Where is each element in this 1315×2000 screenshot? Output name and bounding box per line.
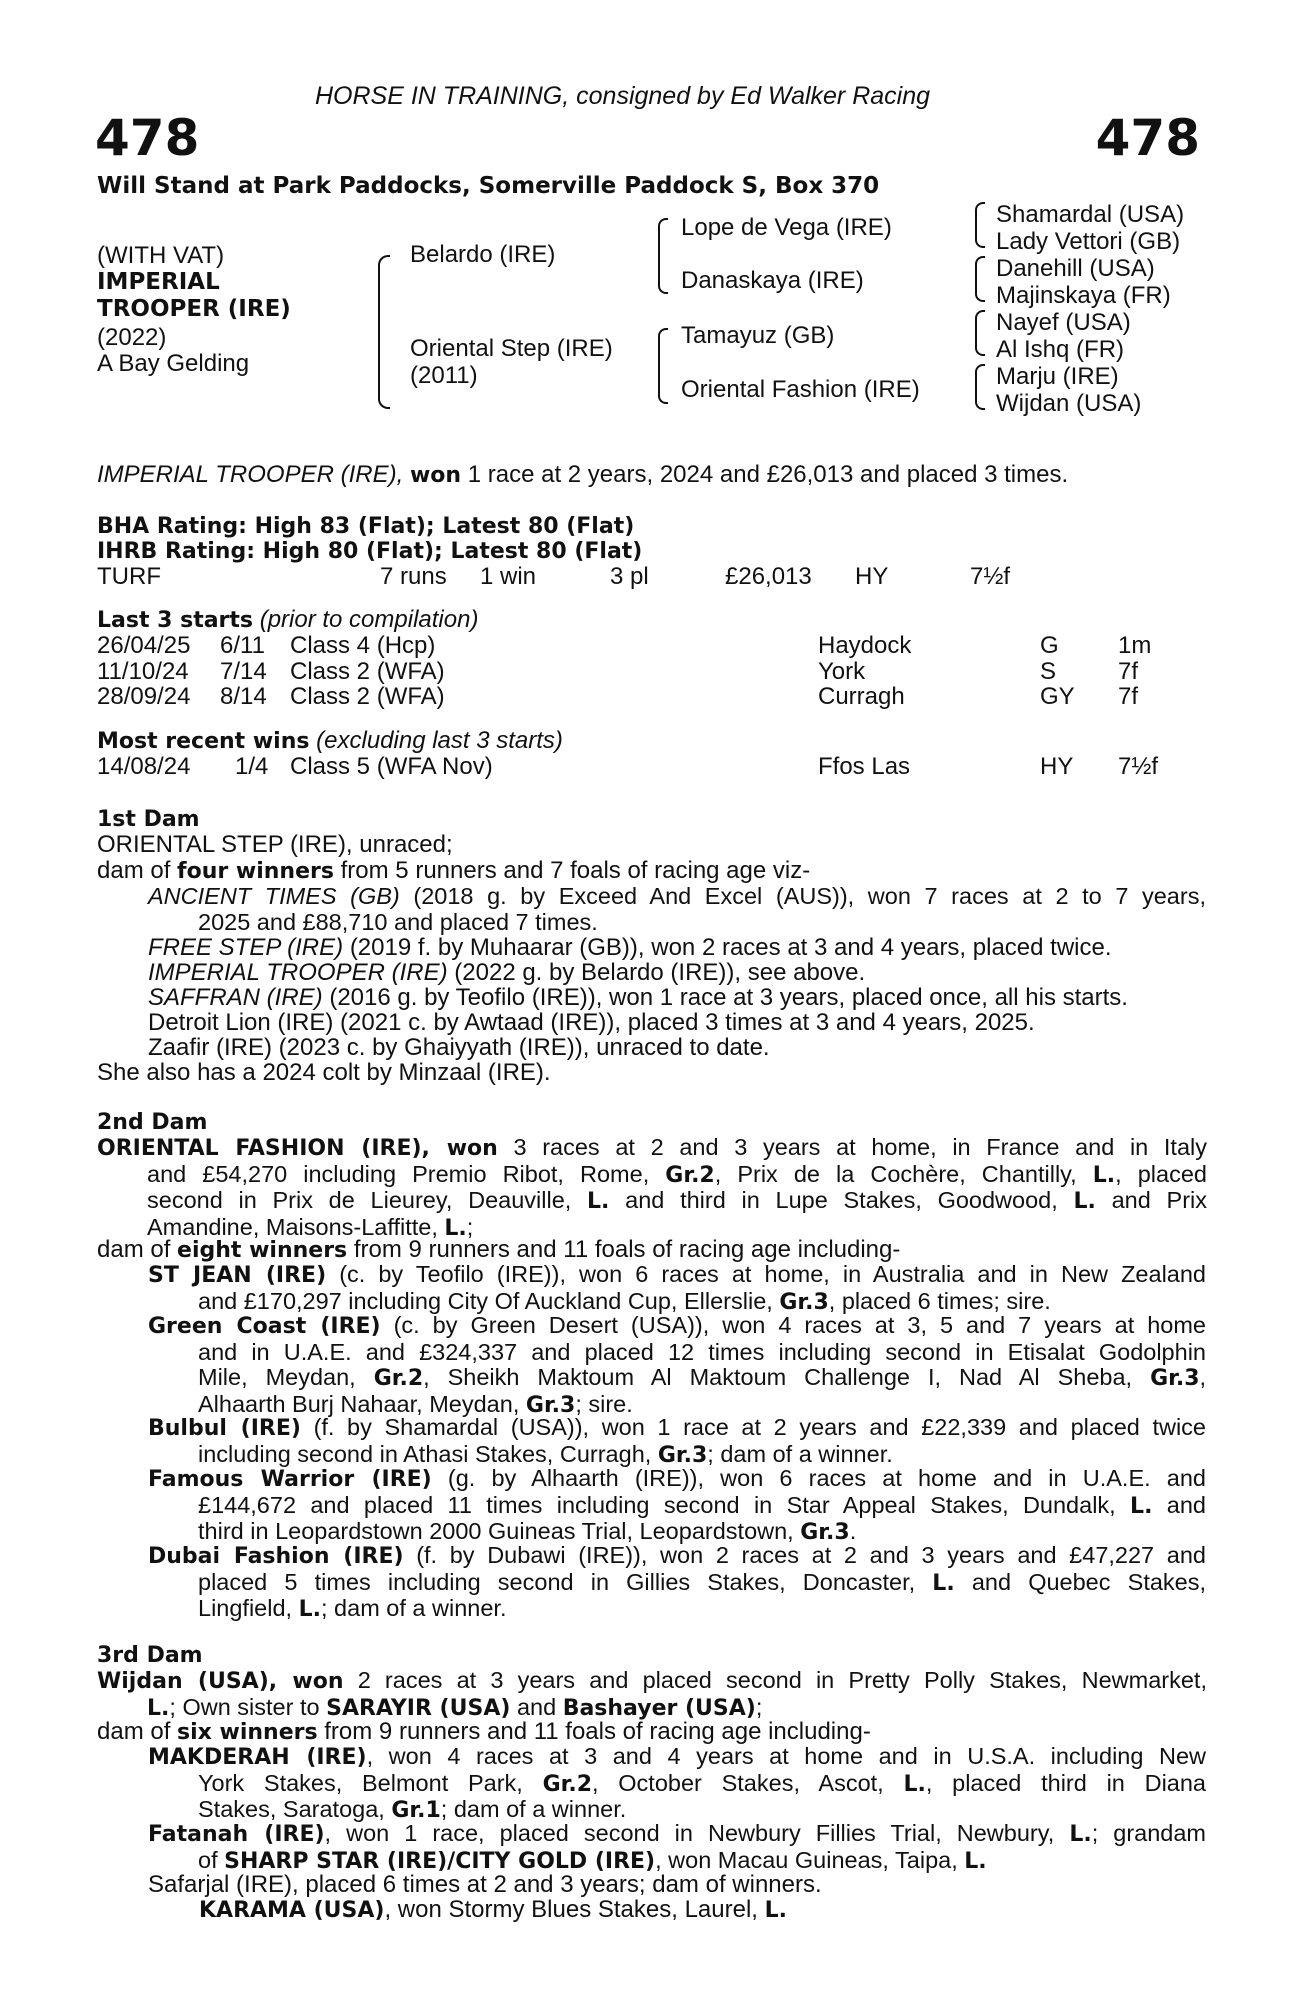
turf-earnings: £26,013	[725, 563, 812, 590]
cell-going: GY	[1040, 683, 1075, 710]
sire-sire-sire: Shamardal (USA)	[996, 201, 1185, 228]
dam3-name: Wijdan (USA), won	[97, 1669, 344, 1694]
progeny-text: , Sheikh Maktoum Al Maktoum Challenge I, Nad Al Sheba,	[423, 1364, 1133, 1390]
progeny-name: MAKDERAH (IRE)	[148, 1745, 367, 1770]
dam3-heading: 3rd Dam	[97, 1643, 203, 1668]
progeny-text: , won 4 races at 3 and 4 years at home and in U.S.A. including New	[366, 1743, 1206, 1769]
dam1-progeny-zaafir: Zaafir (IRE) (2023 c. by Ghaiyyath (IRE)), unraced to date.	[148, 1034, 770, 1061]
lot-number-right: 478	[1095, 109, 1200, 167]
dam-dam: Oriental Fashion (IRE)	[681, 376, 920, 403]
grade-label: Gr.3	[1150, 1366, 1200, 1391]
cell-position: 7/14	[220, 658, 267, 685]
turf-surface: TURF	[97, 563, 161, 590]
dam3-text: ; Own sister to	[169, 1693, 320, 1720]
dam2-text: Amandine, Maisons-Laffitte,	[147, 1213, 438, 1240]
dam2-progeny-green-coast	[148, 1313, 1206, 1418]
turf-runs: 7 runs	[380, 563, 447, 590]
horse-name-line1: IMPERIAL	[97, 269, 220, 295]
listed-label: L.	[444, 1215, 467, 1241]
dam2-text: and £54,270 including Premio Ribot, Rome,	[147, 1160, 650, 1187]
dam2-record	[97, 1135, 1207, 1241]
dam-of-suffix: from 9 runners and 11 foals of racing age including-	[353, 1236, 901, 1263]
progeny-text: placed 5 times including second in Gillies Stakes, Doncaster,	[198, 1568, 916, 1595]
sire-dam-dam: Majinskaya (FR)	[996, 282, 1171, 309]
dam1-also: She also has a 2024 colt by Minzaal (IRE).	[97, 1059, 551, 1086]
cell-going: G	[1040, 632, 1059, 659]
recent-wins-title: Most recent wins	[97, 729, 310, 754]
progeny-name: ANCIENT TIMES (GB)	[148, 883, 400, 909]
progeny-text: ; dam of a winner.	[440, 1796, 627, 1822]
lot-number-left: 478	[95, 109, 200, 167]
dam2-name: ORIENTAL FASHION (IRE), won	[97, 1136, 498, 1161]
last3-heading	[97, 607, 478, 634]
dam-of-count: eight winners	[177, 1238, 348, 1263]
cell-position: 1/4	[235, 753, 269, 780]
dam3-text: ;	[755, 1693, 763, 1720]
progeny-text: , won Stormy Blues Stakes, Laurel,	[384, 1896, 758, 1923]
pedigree-brace-ds	[975, 310, 985, 356]
dam1-progeny-free-step	[148, 935, 1112, 961]
dam3-text: 2 races at 3 years and placed second in Pretty Polly Stakes, Newmarket,	[357, 1667, 1207, 1693]
grade-label: Gr.3	[525, 1392, 576, 1418]
listed-label: L.	[587, 1189, 610, 1214]
dam3-progeny-karama	[199, 1897, 787, 1924]
dam-of-suffix: from 9 runners and 11 foals of racing age including-	[324, 1718, 871, 1745]
summary-horse-name: IMPERIAL TROOPER (IRE),	[97, 461, 404, 488]
dam1-progeny-saffran	[148, 985, 1128, 1011]
dam-of-count: six winners	[177, 1720, 318, 1745]
dam-sire-sire: Nayef (USA)	[996, 309, 1131, 336]
grade-label: Gr.3	[657, 1442, 708, 1468]
last3-note: (prior to compilation)	[259, 606, 479, 633]
cell-date: 26/04/25	[97, 632, 191, 659]
cell-distance: 7f	[1118, 683, 1139, 710]
dam-sire: Tamayuz (GB)	[681, 322, 835, 349]
progeny-name: FREE STEP (IRE)	[148, 934, 344, 961]
dam3-dam-of	[97, 1719, 871, 1746]
dam2-progeny-dubai-fashion	[148, 1543, 1206, 1623]
listed-label: L.	[1130, 1493, 1153, 1519]
cell-course: Ffos Las	[818, 753, 911, 780]
sire: Belardo (IRE)	[410, 241, 556, 268]
cell-distance: 7f	[1118, 658, 1139, 685]
cell-position: 6/11	[220, 632, 265, 659]
dam-year: (2011)	[410, 362, 478, 389]
recent-wins-heading	[97, 728, 563, 755]
listed-label: L.	[1069, 1822, 1092, 1847]
dam-of-suffix: from 5 runners and 7 foals of racing age viz-	[340, 857, 811, 884]
recent-wins-note: (excluding last 3 starts)	[316, 727, 563, 754]
progeny-text: and	[1166, 1491, 1206, 1518]
sire-sire-dam: Lady Vettori (GB)	[996, 228, 1181, 255]
cell-race: Class 4 (Hcp)	[290, 632, 436, 659]
progeny-text: Stakes, Saratoga,	[198, 1796, 385, 1822]
progeny-text: (g. by Alhaarth (IRE)), won 6 races at home and in U.A.E. and	[447, 1465, 1207, 1491]
listed-label: L.	[932, 1570, 955, 1596]
progeny-text-cont: 2025 and £88,710 and placed 7 times.	[198, 908, 598, 935]
progeny-name: SAFFRAN (IRE)	[148, 984, 323, 1011]
summary-won: won	[409, 463, 462, 488]
dam2-text: ;	[466, 1213, 474, 1240]
race-summary	[97, 462, 1068, 489]
progeny-text: .	[849, 1518, 857, 1544]
progeny-text: ,	[1199, 1364, 1207, 1390]
vat-note: (WITH VAT)	[97, 242, 225, 269]
turf-placed: 3 pl	[610, 563, 649, 590]
progeny-text: ; dam of a winner.	[321, 1595, 507, 1621]
cell-race: Class 2 (WFA)	[290, 683, 445, 710]
ihrb-rating: IHRB Rating: High 80 (Flat); Latest 80 (Flat)	[97, 539, 643, 564]
dam3-text: and	[516, 1693, 557, 1720]
progeny-text: Mile, Meydan,	[198, 1364, 356, 1390]
horse-year: (2022)	[97, 324, 167, 351]
dam2-progeny-famous-warrior	[148, 1466, 1206, 1546]
cell-going: HY	[1040, 753, 1074, 780]
pedigree-brace-dd	[975, 364, 985, 410]
turf-wins: 1 win	[480, 563, 537, 590]
progeny-name: Dubai Fashion (IRE)	[148, 1544, 404, 1569]
listed-label: L.	[764, 1898, 788, 1923]
last3-title: Last 3 starts	[97, 608, 254, 633]
dam-of-count: four winners	[177, 859, 334, 884]
progeny-text: and in U.A.E. and £324,337 and placed 12 times including second in Etisalat Godolphin	[198, 1338, 1206, 1365]
progeny-text: , won Macau Guineas, Taipa,	[655, 1846, 958, 1873]
progeny-text: York Stakes, Belmont Park,	[198, 1769, 523, 1796]
dam1-progeny-imperial-trooper	[148, 960, 865, 986]
dam-of-prefix: dam of	[97, 1718, 171, 1745]
progeny-text: (2022 g. by Belardo (IRE)), see above.	[454, 959, 866, 986]
progeny-text: and Quebec Stakes,	[971, 1568, 1207, 1595]
listed-label: L.	[964, 1848, 987, 1874]
dam1-progeny-detroit-lion: Detroit Lion (IRE) (2021 c. by Awtaad (IRE)), placed 3 times at 3 and 4 years, 2025.	[148, 1009, 1035, 1036]
progeny-text: Alhaarth Burj Nahaar, Meydan,	[198, 1390, 520, 1417]
grade-label: Gr.2	[542, 1771, 592, 1797]
progeny-text: , placed third in Diana	[925, 1769, 1206, 1796]
pedigree-brace-gen1	[378, 255, 390, 409]
progeny-text: including second in Athasi Stakes, Curragh,	[198, 1440, 652, 1467]
pedigree-brace-dam	[658, 328, 668, 404]
consigned-line: HORSE IN TRAINING, consigned by Ed Walker Racing	[315, 82, 931, 110]
progeny-text: ; dam of a winner.	[707, 1440, 893, 1467]
dam3-progeny-fatanah	[148, 1821, 1206, 1874]
dam3-record	[97, 1668, 1207, 1721]
pedigree-brace-sd	[975, 256, 985, 302]
progeny-name: Bulbul (IRE)	[148, 1416, 301, 1441]
progeny-text: , won 1 race, placed second in Newbury Fillies Trial, Newbury,	[324, 1820, 1055, 1846]
progeny-text: (c. by Green Desert (USA)), won 4 races at 3, 5 and 7 years at home	[393, 1312, 1206, 1338]
horse-description: A Bay Gelding	[97, 350, 250, 377]
progeny-text: Lingfield,	[198, 1595, 293, 1621]
dam2-text: second in Prix de Lieurey, Deauville,	[147, 1187, 572, 1213]
dam1-line1: ORIENTAL STEP (IRE), unraced;	[97, 831, 453, 858]
cell-going: S	[1040, 658, 1057, 685]
pedigree-brace-ss	[975, 202, 985, 248]
dam1-progeny-ancient-times	[148, 884, 1206, 935]
progeny-name: Green Coast (IRE)	[148, 1314, 381, 1339]
dam2-progeny-bulbul	[148, 1415, 1206, 1468]
progeny-name: KARAMA (USA)	[199, 1898, 385, 1923]
progeny-name: Famous Warrior (IRE)	[148, 1467, 432, 1492]
progeny-text: (2019 f. by Muhaarar (GB)), won 2 races at 3 and 4 years, placed twice.	[349, 934, 1112, 961]
dam2-text: , Prix de la Cochère, Chantilly,	[714, 1160, 1077, 1187]
dam-of-prefix: dam of	[97, 857, 171, 884]
dam2-text: , placed	[1115, 1160, 1207, 1187]
dam2-dam-of	[97, 1237, 900, 1264]
cell-date: 11/10/24	[97, 658, 189, 685]
cell-race: Class 2 (WFA)	[290, 658, 445, 685]
progeny-text: (c. by Teofilo (IRE)), won 6 races at home, in Australia and in New Zealand	[339, 1261, 1206, 1287]
dam-dam-dam: Wijdan (USA)	[996, 390, 1142, 417]
cell-course: York	[818, 658, 866, 685]
dam3-progeny-makderah	[148, 1744, 1206, 1824]
grand-progeny-name: SHARP STAR (IRE)/CITY GOLD (IRE)	[224, 1848, 656, 1874]
cell-position: 8/14	[220, 683, 267, 710]
grade-label: Gr.2	[665, 1162, 715, 1188]
listed-label: L.	[1073, 1189, 1096, 1214]
stand-location: Will Stand at Park Paddocks, Somerville Paddock S, Box 370	[97, 173, 880, 199]
listed-label: L.	[147, 1695, 170, 1721]
listed-label: L.	[298, 1597, 321, 1622]
progeny-text: ; grandam	[1091, 1820, 1207, 1846]
turf-distance: 7½f	[970, 563, 1011, 590]
dam-of-prefix: dam of	[97, 1236, 171, 1263]
dam2-text: and Prix	[1111, 1187, 1208, 1213]
turf-going: HY	[855, 563, 889, 590]
progeny-text: (2018 g. by Exceed And Excel (AUS)), won 7 races at 2 to 7 years,	[413, 883, 1206, 909]
progeny-text: and £170,297 including City Of Auckland Cup, Ellerslie,	[198, 1287, 773, 1314]
dam2-text: 3 races at 2 and 3 years at home, in France and in Italy	[513, 1134, 1208, 1160]
cell-date: 14/08/24	[97, 753, 191, 780]
progeny-text: £144,672 and placed 11 times including second in Star Appeal Stakes, Dundalk,	[198, 1491, 1116, 1518]
dam2-progeny-st-jean	[148, 1262, 1206, 1315]
progeny-text: , October Stakes, Ascot,	[592, 1769, 884, 1796]
dam2-heading: 2nd Dam	[97, 1110, 208, 1135]
listed-label: L.	[903, 1771, 926, 1797]
sister-name: SARAYIR (USA)	[326, 1695, 511, 1721]
progeny-name: ST JEAN (IRE)	[148, 1263, 327, 1288]
cell-race: Class 5 (WFA Nov)	[290, 753, 493, 780]
pedigree-brace-sire	[658, 218, 668, 294]
dam1-dam-of	[97, 858, 810, 885]
dam3-progeny-safarjal: Safarjal (IRE), placed 6 times at 2 and 3 years; dam of winners.	[148, 1871, 822, 1898]
cell-course: Haydock	[818, 632, 912, 659]
dam1-heading: 1st Dam	[97, 807, 200, 832]
progeny-text: of	[198, 1846, 218, 1873]
progeny-text: third in Leopardstown 2000 Guineas Trial, Leopardstown,	[198, 1518, 794, 1544]
cell-distance: 1m	[1118, 632, 1152, 659]
cell-course: Curragh	[818, 683, 905, 710]
cell-date: 28/09/24	[97, 683, 191, 710]
grade-label: Gr.3	[800, 1520, 850, 1545]
dam2-text: and third in Lupe Stakes, Goodwood,	[625, 1187, 1058, 1213]
dam-sire-dam: Al Ishq (FR)	[996, 336, 1125, 363]
progeny-text: , placed 6 times; sire.	[828, 1287, 1051, 1314]
sire-sire: Lope de Vega (IRE)	[681, 214, 892, 241]
grade-label: Gr.1	[391, 1798, 441, 1823]
sister-name: Bashayer (USA)	[562, 1695, 756, 1721]
progeny-text: ; sire.	[575, 1390, 633, 1417]
listed-label: L.	[1092, 1162, 1116, 1188]
progeny-name: IMPERIAL TROOPER (IRE)	[148, 959, 448, 986]
cell-distance: 7½f	[1118, 753, 1159, 780]
grade-label: Gr.2	[373, 1366, 424, 1391]
sire-dam-sire: Danehill (USA)	[996, 255, 1155, 282]
grade-label: Gr.3	[779, 1289, 829, 1315]
progeny-text: (2016 g. by Teofilo (IRE)), won 1 race at 3 years, placed once, all his starts.	[329, 984, 1128, 1011]
progeny-text: (f. by Shamardal (USA)), won 1 race at 2 years and £22,339 and placed twice	[313, 1414, 1206, 1440]
bha-rating: BHA Rating: High 83 (Flat); Latest 80 (Flat)	[97, 514, 635, 539]
sire-dam: Danaskaya (IRE)	[681, 267, 864, 294]
dam: Oriental Step (IRE)	[410, 335, 613, 362]
summary-rest: 1 race at 2 years, 2024 and £26,013 and placed 3 times.	[467, 461, 1069, 488]
progeny-name: Fatanah (IRE)	[148, 1822, 325, 1847]
horse-name-line2: TROOPER (IRE)	[97, 296, 291, 322]
dam-dam-sire: Marju (IRE)	[996, 363, 1119, 390]
progeny-text: (f. by Dubawi (IRE)), won 2 races at 2 and 3 years and £47,227 and	[416, 1542, 1206, 1568]
